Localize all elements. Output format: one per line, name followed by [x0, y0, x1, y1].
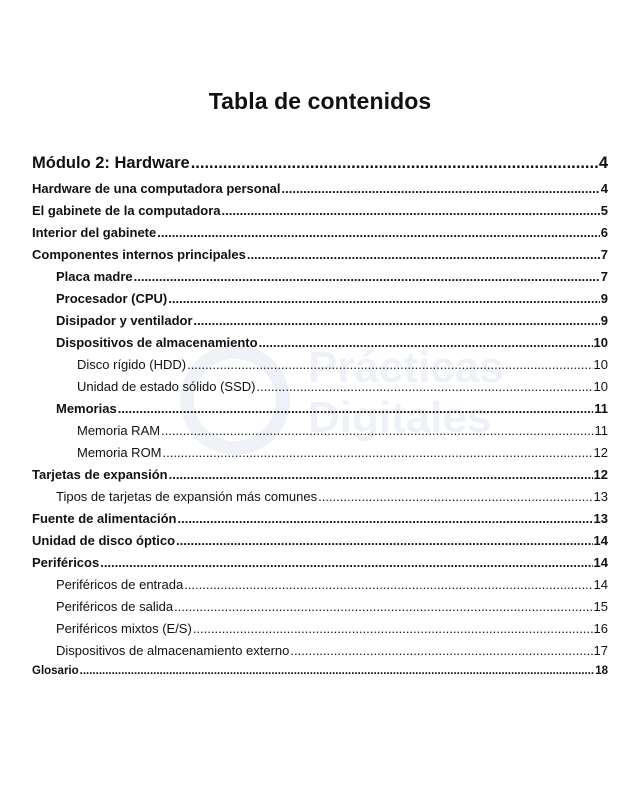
toc-entry-perifericos[interactable]	[32, 555, 608, 570]
toc-entry-ssd[interactable]	[32, 379, 608, 394]
toc-entry-perifericos-salida[interactable]	[32, 599, 608, 614]
toc-entry-disco-rigido[interactable]	[32, 357, 608, 372]
toc-entry-label: Tarjetas de expansión	[32, 467, 168, 482]
toc-entry-label: Disco rígido (HDD)	[77, 357, 187, 372]
toc-entry-hardware-computadora-personal[interactable]	[32, 181, 608, 196]
toc-entry-page: 17	[593, 643, 608, 658]
toc-entry-page: 7	[600, 247, 608, 262]
toc-entry-tipos-tarjetas[interactable]	[32, 489, 608, 504]
toc-entry-label: Unidad de disco óptico	[32, 533, 176, 548]
toc-entry-page: 18	[595, 665, 608, 677]
toc-entry-page: 14	[593, 577, 608, 592]
toc-entry-label: Componentes internos principales	[32, 247, 246, 262]
toc-entry-label: Periféricos de salida	[56, 599, 174, 614]
toc-entry-disipador[interactable]	[32, 313, 608, 328]
toc-entry-perifericos-mixtos[interactable]	[32, 621, 608, 636]
toc-entry-label: Periféricos de entrada	[56, 577, 184, 592]
toc-entry-dispositivos-almacenamiento[interactable]	[32, 335, 608, 350]
toc-entry-label: Disipador y ventilador	[56, 313, 193, 328]
toc-entry-label: Módulo 2: Hardware	[32, 154, 190, 172]
toc-entry-interior-gabinete[interactable]	[32, 225, 608, 240]
toc-entry-almacenamiento-externo[interactable]	[32, 643, 608, 658]
toc-entry-label: Memorias	[56, 401, 117, 416]
toc-entry-label: Memoria ROM	[77, 445, 162, 460]
toc-entry-page: 10	[593, 379, 608, 394]
toc-entry-placa-madre[interactable]	[32, 269, 608, 284]
toc-entry-disco-optico[interactable]	[32, 533, 608, 548]
toc-entry-label: Tipos de tarjetas de expansión más comunes	[56, 489, 318, 504]
toc-entry-label: Fuente de alimentación	[32, 511, 177, 526]
toc-entry-fuente-alimentacion[interactable]	[32, 511, 608, 526]
toc-entry-page: 13	[593, 489, 608, 504]
toc-entry-label: Glosario	[32, 665, 79, 677]
toc-entry-glosario[interactable]	[32, 665, 608, 677]
toc-entry-label: Procesador (CPU)	[56, 291, 168, 306]
toc-entry-label: Periféricos	[32, 555, 100, 570]
toc-entry-page: 11	[594, 401, 608, 416]
toc-entry-page: 9	[600, 313, 608, 328]
toc-entry-modulo-2-hardware[interactable]	[32, 154, 608, 173]
toc-entry-page: 14	[593, 555, 608, 570]
toc-entry-memoria-ram[interactable]	[32, 423, 608, 438]
toc-entry-label: Periféricos mixtos (E/S)	[56, 621, 192, 636]
toc-entry-page: 16	[593, 621, 608, 636]
toc-entry-label: Unidad de estado sólido (SSD)	[77, 379, 256, 394]
toc-entry-page: 4	[598, 154, 608, 172]
toc-entry-page: 4	[600, 181, 608, 196]
toc-entry-page: 5	[600, 203, 608, 218]
toc-entry-memorias[interactable]	[32, 401, 608, 416]
toc-entry-page: 10	[593, 357, 608, 372]
toc-entry-label: Hardware de una computadora personal	[32, 181, 281, 196]
toc-entry-label: Dispositivos de almacenamiento	[56, 335, 258, 350]
toc-entry-page: 12	[593, 467, 608, 482]
toc-entry-procesador[interactable]	[32, 291, 608, 306]
toc-entry-page: 10	[593, 335, 608, 350]
toc-entry-page: 12	[593, 445, 608, 460]
toc-entry-page: 7	[600, 269, 608, 284]
toc-entry-componentes-internos[interactable]	[32, 247, 608, 262]
watermark-text: Prácticas Digitales	[308, 343, 504, 442]
toc-entry-page: 13	[593, 511, 608, 526]
toc-entry-page: 9	[600, 291, 608, 306]
page-title: Tabla de contenidos	[208, 88, 432, 114]
toc-entry-label: El gabinete de la computadora	[32, 203, 221, 218]
toc-entry-label: Dispositivos de almacenamiento externo	[56, 643, 290, 658]
toc-entry-page: 6	[600, 225, 608, 240]
toc-entry-page: 11	[594, 423, 608, 438]
toc-entry-page: 14	[593, 533, 608, 548]
toc-entry-page: 15	[593, 599, 608, 614]
toc-entry-gabinete[interactable]	[32, 203, 608, 218]
toc-entry-label: Memoria RAM	[77, 423, 161, 438]
toc-entry-perifericos-entrada[interactable]	[32, 577, 608, 592]
toc-entry-memoria-rom[interactable]	[32, 445, 608, 460]
toc-entry-label: Interior del gabinete	[32, 225, 157, 240]
toc-entry-label: Placa madre	[56, 269, 133, 284]
toc-entry-tarjetas-expansion[interactable]	[32, 467, 608, 482]
